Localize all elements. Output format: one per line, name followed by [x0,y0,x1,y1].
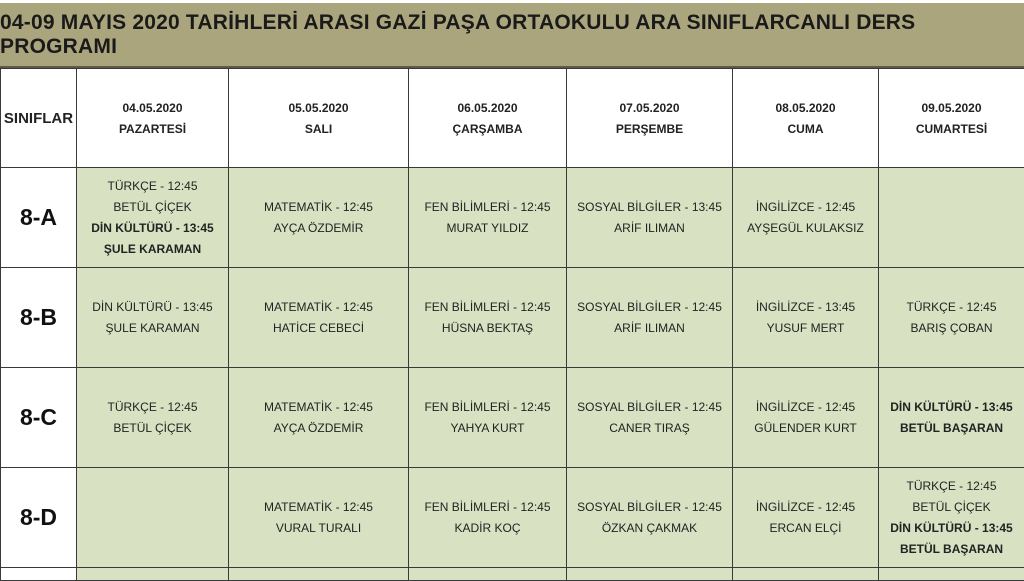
lesson-entry [881,397,1022,439]
lesson-entry [569,197,730,239]
lesson-entry [79,176,226,218]
day-name: ÇARŞAMBA [411,122,564,136]
class-label: 8-A [1,168,77,268]
teacher-name: BETÜL ÇİÇEK [79,197,226,218]
teacher-name: YUSUF MERT [735,318,876,339]
lesson-entry [735,397,876,439]
schedule-cell [733,168,879,268]
lesson-name: TÜRKÇE - 12:45 [881,476,1022,497]
lesson-entry [79,297,226,339]
teacher-name: GÜLENDER KURT [735,418,876,439]
partial-row [1,568,1024,581]
empty-cell [879,568,1024,581]
lesson-name: İNGİLİZCE - 12:45 [735,197,876,218]
lesson-name: İNGİLİZCE - 13:45 [735,297,876,318]
day-name: CUMARTESİ [881,122,1022,136]
lesson-name: TÜRKÇE - 12:45 [881,297,1022,318]
lesson-entry [881,297,1022,339]
schedule-cell [409,368,567,468]
day-header [77,69,229,168]
schedule-cell [229,168,409,268]
day-header [409,69,567,168]
lesson-name: DİN KÜLTÜRÜ - 13:45 [79,297,226,318]
lesson-entry [79,218,226,260]
lesson-entry [735,497,876,539]
day-header [879,69,1024,168]
lesson-entry [735,297,876,339]
class-label: 8-B [1,268,77,368]
day-name: PERŞEMBE [569,122,730,136]
class-row [1,368,1024,468]
lesson-name: FEN BİLİMLERİ - 12:45 [411,297,564,318]
day-name: PAZARTESİ [79,122,226,136]
schedule-cell [409,168,567,268]
teacher-name: YAHYA KURT [411,418,564,439]
lesson-name: MATEMATİK - 12:45 [231,197,406,218]
title-banner [0,0,1024,68]
lesson-entry [79,397,226,439]
empty-cell [409,568,567,581]
empty-cell [77,568,229,581]
class-row [1,168,1024,268]
lesson-entry [231,497,406,539]
teacher-name: KADİR KOÇ [411,518,564,539]
teacher-name: ERCAN ELÇİ [735,518,876,539]
teacher-name: ŞULE KARAMAN [79,239,226,260]
lesson-entry [735,197,876,239]
lesson-name: MATEMATİK - 12:45 [231,497,406,518]
lesson-entry [231,397,406,439]
schedule-cell [567,268,733,368]
schedule-cell [229,368,409,468]
day-date: 08.05.2020 [735,101,876,115]
schedule-cell [567,368,733,468]
day-name: SALI [231,122,406,136]
lesson-entry [881,518,1022,560]
lesson-name: FEN BİLİMLERİ - 12:45 [411,497,564,518]
lesson-entry [881,476,1022,518]
day-date: 05.05.2020 [231,101,406,115]
teacher-name: HATİCE CEBECİ [231,318,406,339]
schedule-cell [879,268,1024,368]
lesson-name: İNGİLİZCE - 12:45 [735,497,876,518]
lesson-name: DİN KÜLTÜRÜ - 13:45 [881,518,1022,539]
lesson-name: TÜRKÇE - 12:45 [79,397,226,418]
schedule-cell [879,368,1024,468]
lesson-entry [411,397,564,439]
lesson-name: SOSYAL BİLGİLER - 12:45 [569,397,730,418]
lesson-entry [411,497,564,539]
teacher-name: ARİF ILIMAN [569,318,730,339]
day-name: CUMA [735,122,876,136]
teacher-name: BETÜL ÇİÇEK [79,418,226,439]
schedule-table [0,68,1024,581]
schedule-cell [733,268,879,368]
schedule-cell [733,468,879,568]
day-date: 06.05.2020 [411,101,564,115]
schedule-cell [879,168,1024,268]
schedule-cell [229,468,409,568]
empty-cell [567,568,733,581]
teacher-name: ŞULE KARAMAN [79,318,226,339]
lesson-entry [411,297,564,339]
day-date: 07.05.2020 [569,101,730,115]
lesson-name: TÜRKÇE - 12:45 [79,176,226,197]
class-column-header: SINIFLAR [1,69,77,168]
teacher-name: BARIŞ ÇOBAN [881,318,1022,339]
class-row [1,468,1024,568]
empty-cell [1,568,77,581]
header-row [1,69,1024,168]
day-header [733,69,879,168]
lesson-name: DİN KÜLTÜRÜ - 13:45 [881,397,1022,418]
page-title: 04-09 MAYIS 2020 TARİHLERİ ARASI GAZİ PAŞA ORTAOKULU ARA SINIFLARCANLI DERS PROGRAMI [0,11,1024,59]
teacher-name: AYÇA ÖZDEMİR [231,418,406,439]
teacher-name: ÖZKAN ÇAKMAK [569,518,730,539]
teacher-name: VURAL TURALI [231,518,406,539]
lesson-name: MATEMATİK - 12:45 [231,397,406,418]
schedule-cell [733,368,879,468]
teacher-name: BETÜL BAŞARAN [881,539,1022,560]
day-date: 04.05.2020 [79,101,226,115]
schedule-cell [77,168,229,268]
class-label: 8-D [1,468,77,568]
lesson-entry [231,297,406,339]
empty-cell [733,568,879,581]
teacher-name: MURAT YILDIZ [411,218,564,239]
teacher-name: HÜSNA BEKTAŞ [411,318,564,339]
lesson-entry [231,197,406,239]
lesson-name: FEN BİLİMLERİ - 12:45 [411,397,564,418]
lesson-entry [569,397,730,439]
day-header [229,69,409,168]
schedule-cell [77,268,229,368]
schedule-cell [567,168,733,268]
schedule-cell [567,468,733,568]
teacher-name: AYÇA ÖZDEMİR [231,218,406,239]
lesson-entry [411,197,564,239]
teacher-name: BETÜL ÇİÇEK [881,497,1022,518]
lesson-entry [569,497,730,539]
lesson-name: FEN BİLİMLERİ - 12:45 [411,197,564,218]
day-date: 09.05.2020 [881,101,1022,115]
schedule-cell [409,468,567,568]
schedule-cell [77,368,229,468]
lesson-name: SOSYAL BİLGİLER - 13:45 [569,197,730,218]
class-label: 8-C [1,368,77,468]
schedule-cell [77,468,229,568]
teacher-name: BETÜL BAŞARAN [881,418,1022,439]
schedule-cell [229,268,409,368]
lesson-entry [569,297,730,339]
day-header [567,69,733,168]
lesson-name: MATEMATİK - 12:45 [231,297,406,318]
schedule-cell [879,468,1024,568]
schedule-cell [409,268,567,368]
empty-cell [229,568,409,581]
lesson-name: DİN KÜLTÜRÜ - 13:45 [79,218,226,239]
teacher-name: AYŞEGÜL KULAKSIZ [735,218,876,239]
teacher-name: ARİF ILIMAN [569,218,730,239]
lesson-name: SOSYAL BİLGİLER - 12:45 [569,297,730,318]
class-row [1,268,1024,368]
lesson-name: İNGİLİZCE - 12:45 [735,397,876,418]
lesson-name: SOSYAL BİLGİLER - 12:45 [569,497,730,518]
teacher-name: CANER TIRAŞ [569,418,730,439]
